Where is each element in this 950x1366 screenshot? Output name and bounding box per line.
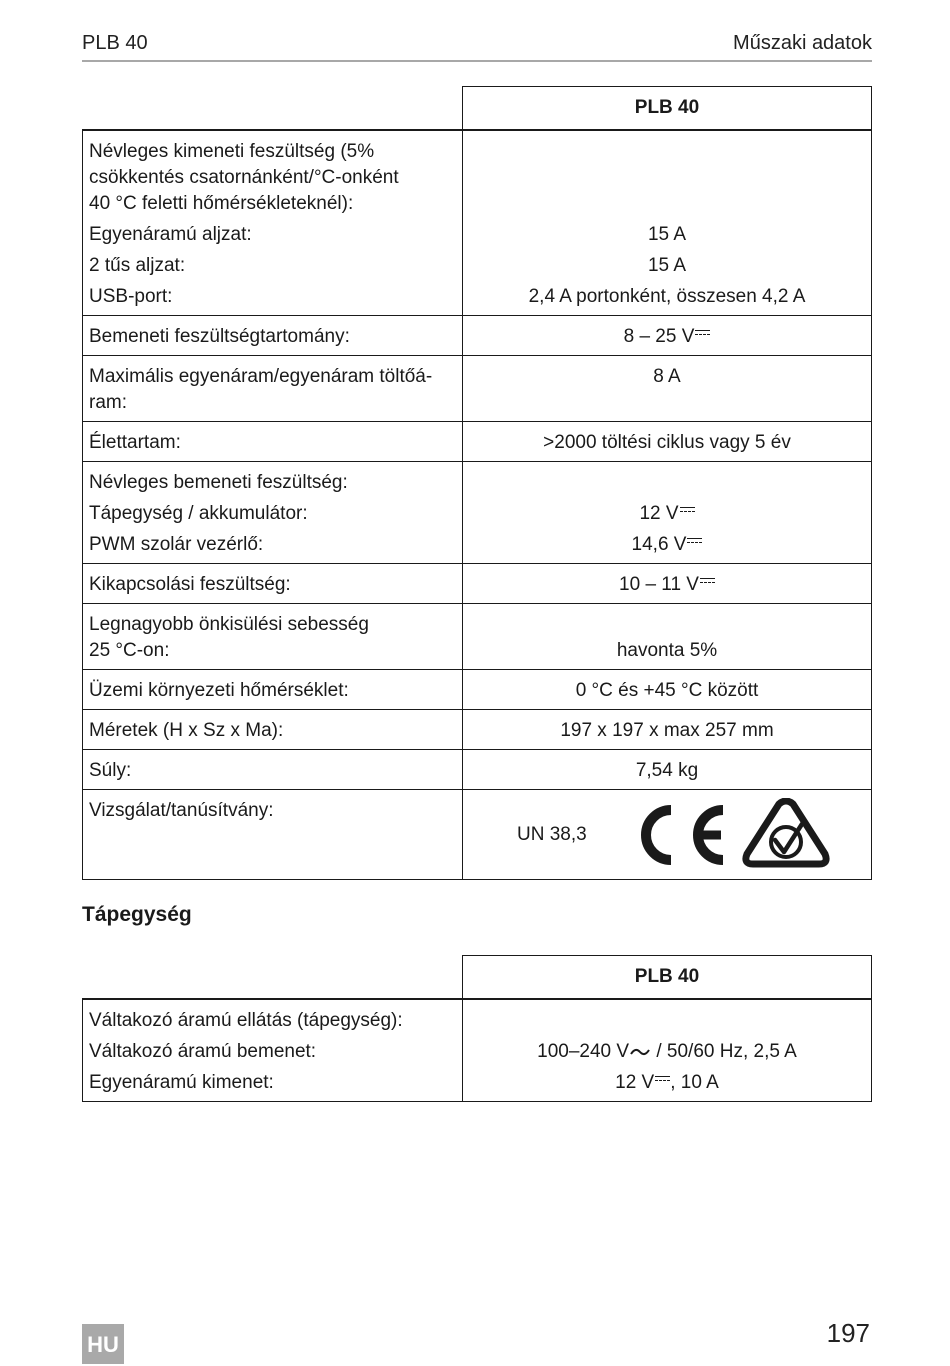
table-row	[83, 316, 872, 356]
row-label: Élettartam:	[83, 422, 463, 462]
row-label: PWM szolár vezérlő:	[89, 534, 264, 555]
row-value: 8 A	[463, 356, 872, 422]
row-label: csökkentés csatornánként/°C-onként	[89, 167, 399, 188]
table-row	[83, 750, 872, 790]
row-value: 12 V	[615, 1072, 655, 1093]
table-row	[83, 604, 872, 670]
page-number: 197	[826, 1318, 870, 1348]
certification-marks	[469, 798, 865, 870]
row-value: 15 A	[647, 255, 687, 276]
row-value: , 10 A	[670, 1072, 719, 1093]
row-value: 7,54 kg	[463, 750, 872, 790]
ac-symbol-icon	[630, 1046, 650, 1058]
row-label: Névleges kimeneti feszültség (5%	[89, 141, 375, 162]
row-label: Egyenáramú kimenet:	[89, 1072, 274, 1093]
table-row	[83, 999, 872, 1102]
section-title: Tápegység	[82, 903, 192, 926]
row-value: 14,6 V	[631, 534, 687, 555]
dc-symbol-icon	[695, 330, 710, 338]
row-label: Névleges bemeneti feszültség:	[89, 472, 348, 493]
row-label: Súly:	[83, 750, 463, 790]
dc-symbol-icon	[687, 538, 702, 546]
dc-symbol-icon	[680, 507, 695, 515]
row-label: 25 °C-on:	[89, 640, 170, 661]
table-row	[83, 710, 872, 750]
spec-table-header	[83, 87, 872, 131]
row-label: Legnagyobb önkisülési sebesség	[89, 614, 369, 635]
row-label: USB-port:	[89, 286, 173, 307]
page-header	[82, 30, 872, 62]
row-value: / 50/60 Hz, 2,5 A	[651, 1041, 797, 1062]
row-label: Vizsgálat/tanúsítvány:	[83, 790, 463, 880]
row-value: 0 °C és +45 °C között	[463, 670, 872, 710]
row-value: 15 A	[647, 224, 687, 245]
row-value: 2,4 A portonként, összesen 4,2 A	[528, 286, 806, 307]
row-value: 8 – 25 V	[623, 326, 695, 347]
table-row	[83, 670, 872, 710]
table-row	[83, 422, 872, 462]
row-label: Váltakozó áramú ellátás (tápegység):	[89, 1010, 403, 1031]
language-badge: HU	[82, 1324, 124, 1364]
dc-symbol-icon	[655, 1076, 670, 1084]
column-header: PLB 40	[463, 956, 872, 1000]
power-supply-table-header	[83, 956, 872, 1000]
row-label: Tápegység / akkumulátor:	[89, 503, 308, 524]
rcm-mark-icon	[739, 798, 833, 870]
column-header: PLB 40	[463, 87, 872, 131]
row-label: Egyenáramú aljzat:	[89, 224, 252, 245]
header-section: Műszaki adatok	[733, 32, 872, 54]
row-value: 197 x 197 x max 257 mm	[463, 710, 872, 750]
row-label: Váltakozó áramú bemenet:	[89, 1041, 317, 1062]
header-product: PLB 40	[82, 32, 148, 54]
row-label: Üzemi környezeti hőmérséklet:	[83, 670, 463, 710]
ce-mark-icon	[631, 802, 729, 868]
row-label: 40 °C feletti hőmérsékleteknél):	[89, 193, 354, 214]
row-label: Bemeneti feszültségtartomány:	[83, 316, 463, 356]
row-label: Kikapcsolási feszültség:	[83, 564, 463, 604]
table-row	[83, 564, 872, 604]
dc-symbol-icon	[700, 578, 715, 586]
row-label: ram:	[89, 392, 127, 413]
spec-table	[82, 86, 872, 880]
row-value: >2000 töltési ciklus vagy 5 év	[463, 422, 872, 462]
power-supply-table	[82, 955, 872, 1102]
row-label: 2 tűs aljzat:	[89, 255, 186, 276]
row-value: 12 V	[639, 503, 679, 524]
table-row	[83, 790, 872, 880]
un-certification: UN 38,3	[517, 824, 587, 845]
table-row	[83, 462, 872, 564]
table-row	[83, 130, 872, 316]
row-value: havonta 5%	[616, 640, 718, 661]
row-label: Maximális egyenáram/egyenáram töltőá-	[89, 366, 433, 387]
row-value: 100–240 V	[537, 1041, 630, 1062]
row-label: Méretek (H x Sz x Ma):	[83, 710, 463, 750]
table-row	[83, 356, 872, 422]
row-value: 10 – 11 V	[619, 574, 699, 595]
